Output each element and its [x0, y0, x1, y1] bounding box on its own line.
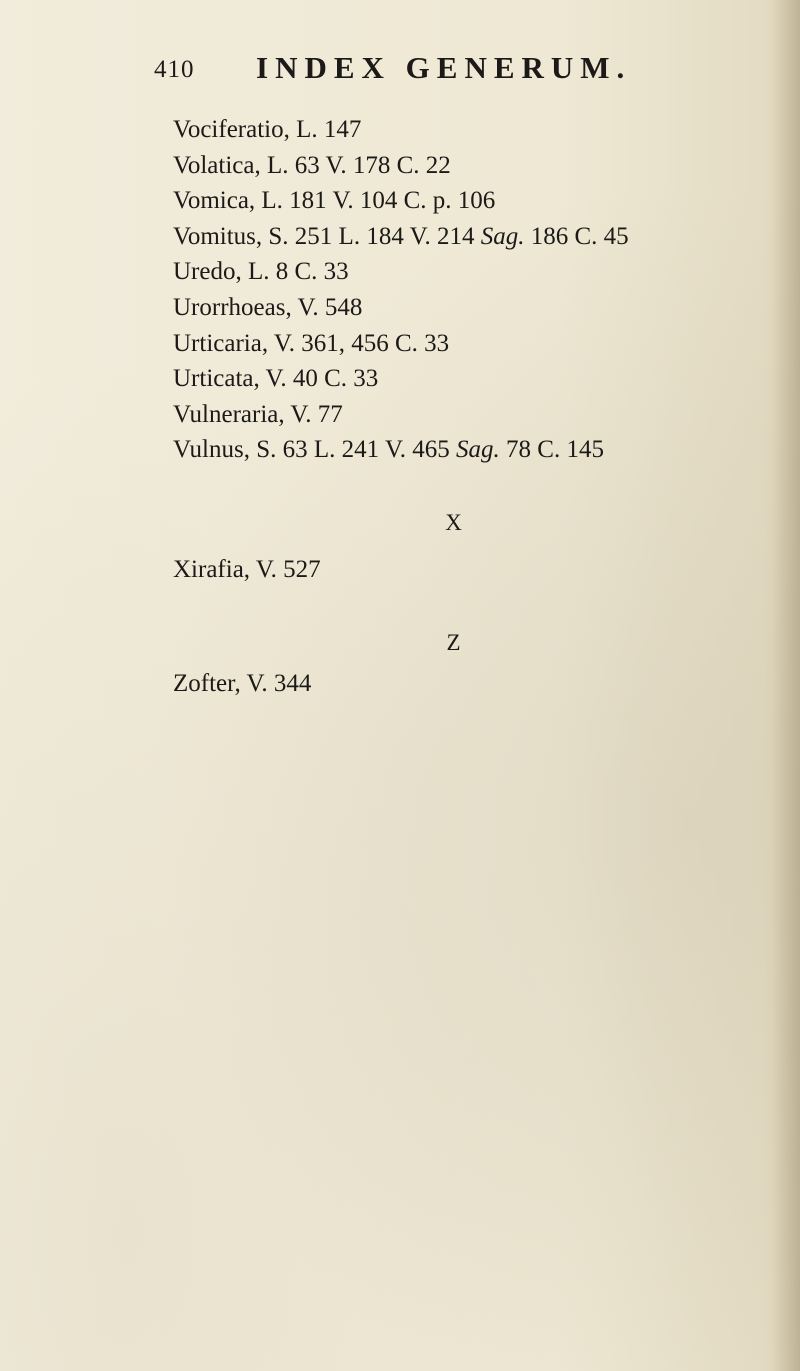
index-entry: Vociferatio, L. 147	[173, 116, 362, 143]
index-entry-xirafia: Xirafia, V. 527	[173, 556, 321, 583]
sagittarius-abbrev: Sag.	[456, 436, 500, 464]
index-entry-list	[173, 112, 773, 468]
section-letter-z: Z	[446, 630, 462, 655]
index-entry-zofter: Zofter, V. 344	[173, 670, 312, 697]
index-entry: Vulneraria, V. 77	[173, 400, 343, 428]
index-entry: Urticaria, V. 361, 456 C. 33	[173, 329, 450, 357]
index-entry: Urticata, V. 40 C. 33	[173, 365, 379, 393]
running-title: INDEX GENERUM.	[256, 50, 632, 85]
page-header	[154, 50, 794, 94]
index-entry: Urorrhoeas, V. 548	[173, 293, 363, 321]
index-entry: Vomica, L. 181 V. 104 C. p. 106	[173, 187, 496, 215]
page-edge-shadow	[772, 0, 800, 1371]
section-letter-x: X	[445, 510, 463, 535]
page-number: 410	[154, 56, 195, 83]
index-entry: Vomitus, S. 251 L. 184 V. 214 Sag. 186 C. 45	[173, 222, 629, 250]
index-entry: Vulnus, S. 63 L. 241 V. 465 Sag. 78 C. 145	[173, 436, 604, 464]
index-entry: Volatica, L. 63 V. 178 C. 22	[173, 151, 451, 179]
index-entry: Uredo, L. 8 C. 33	[173, 258, 349, 286]
sagittarius-abbrev: Sag.	[480, 222, 525, 250]
